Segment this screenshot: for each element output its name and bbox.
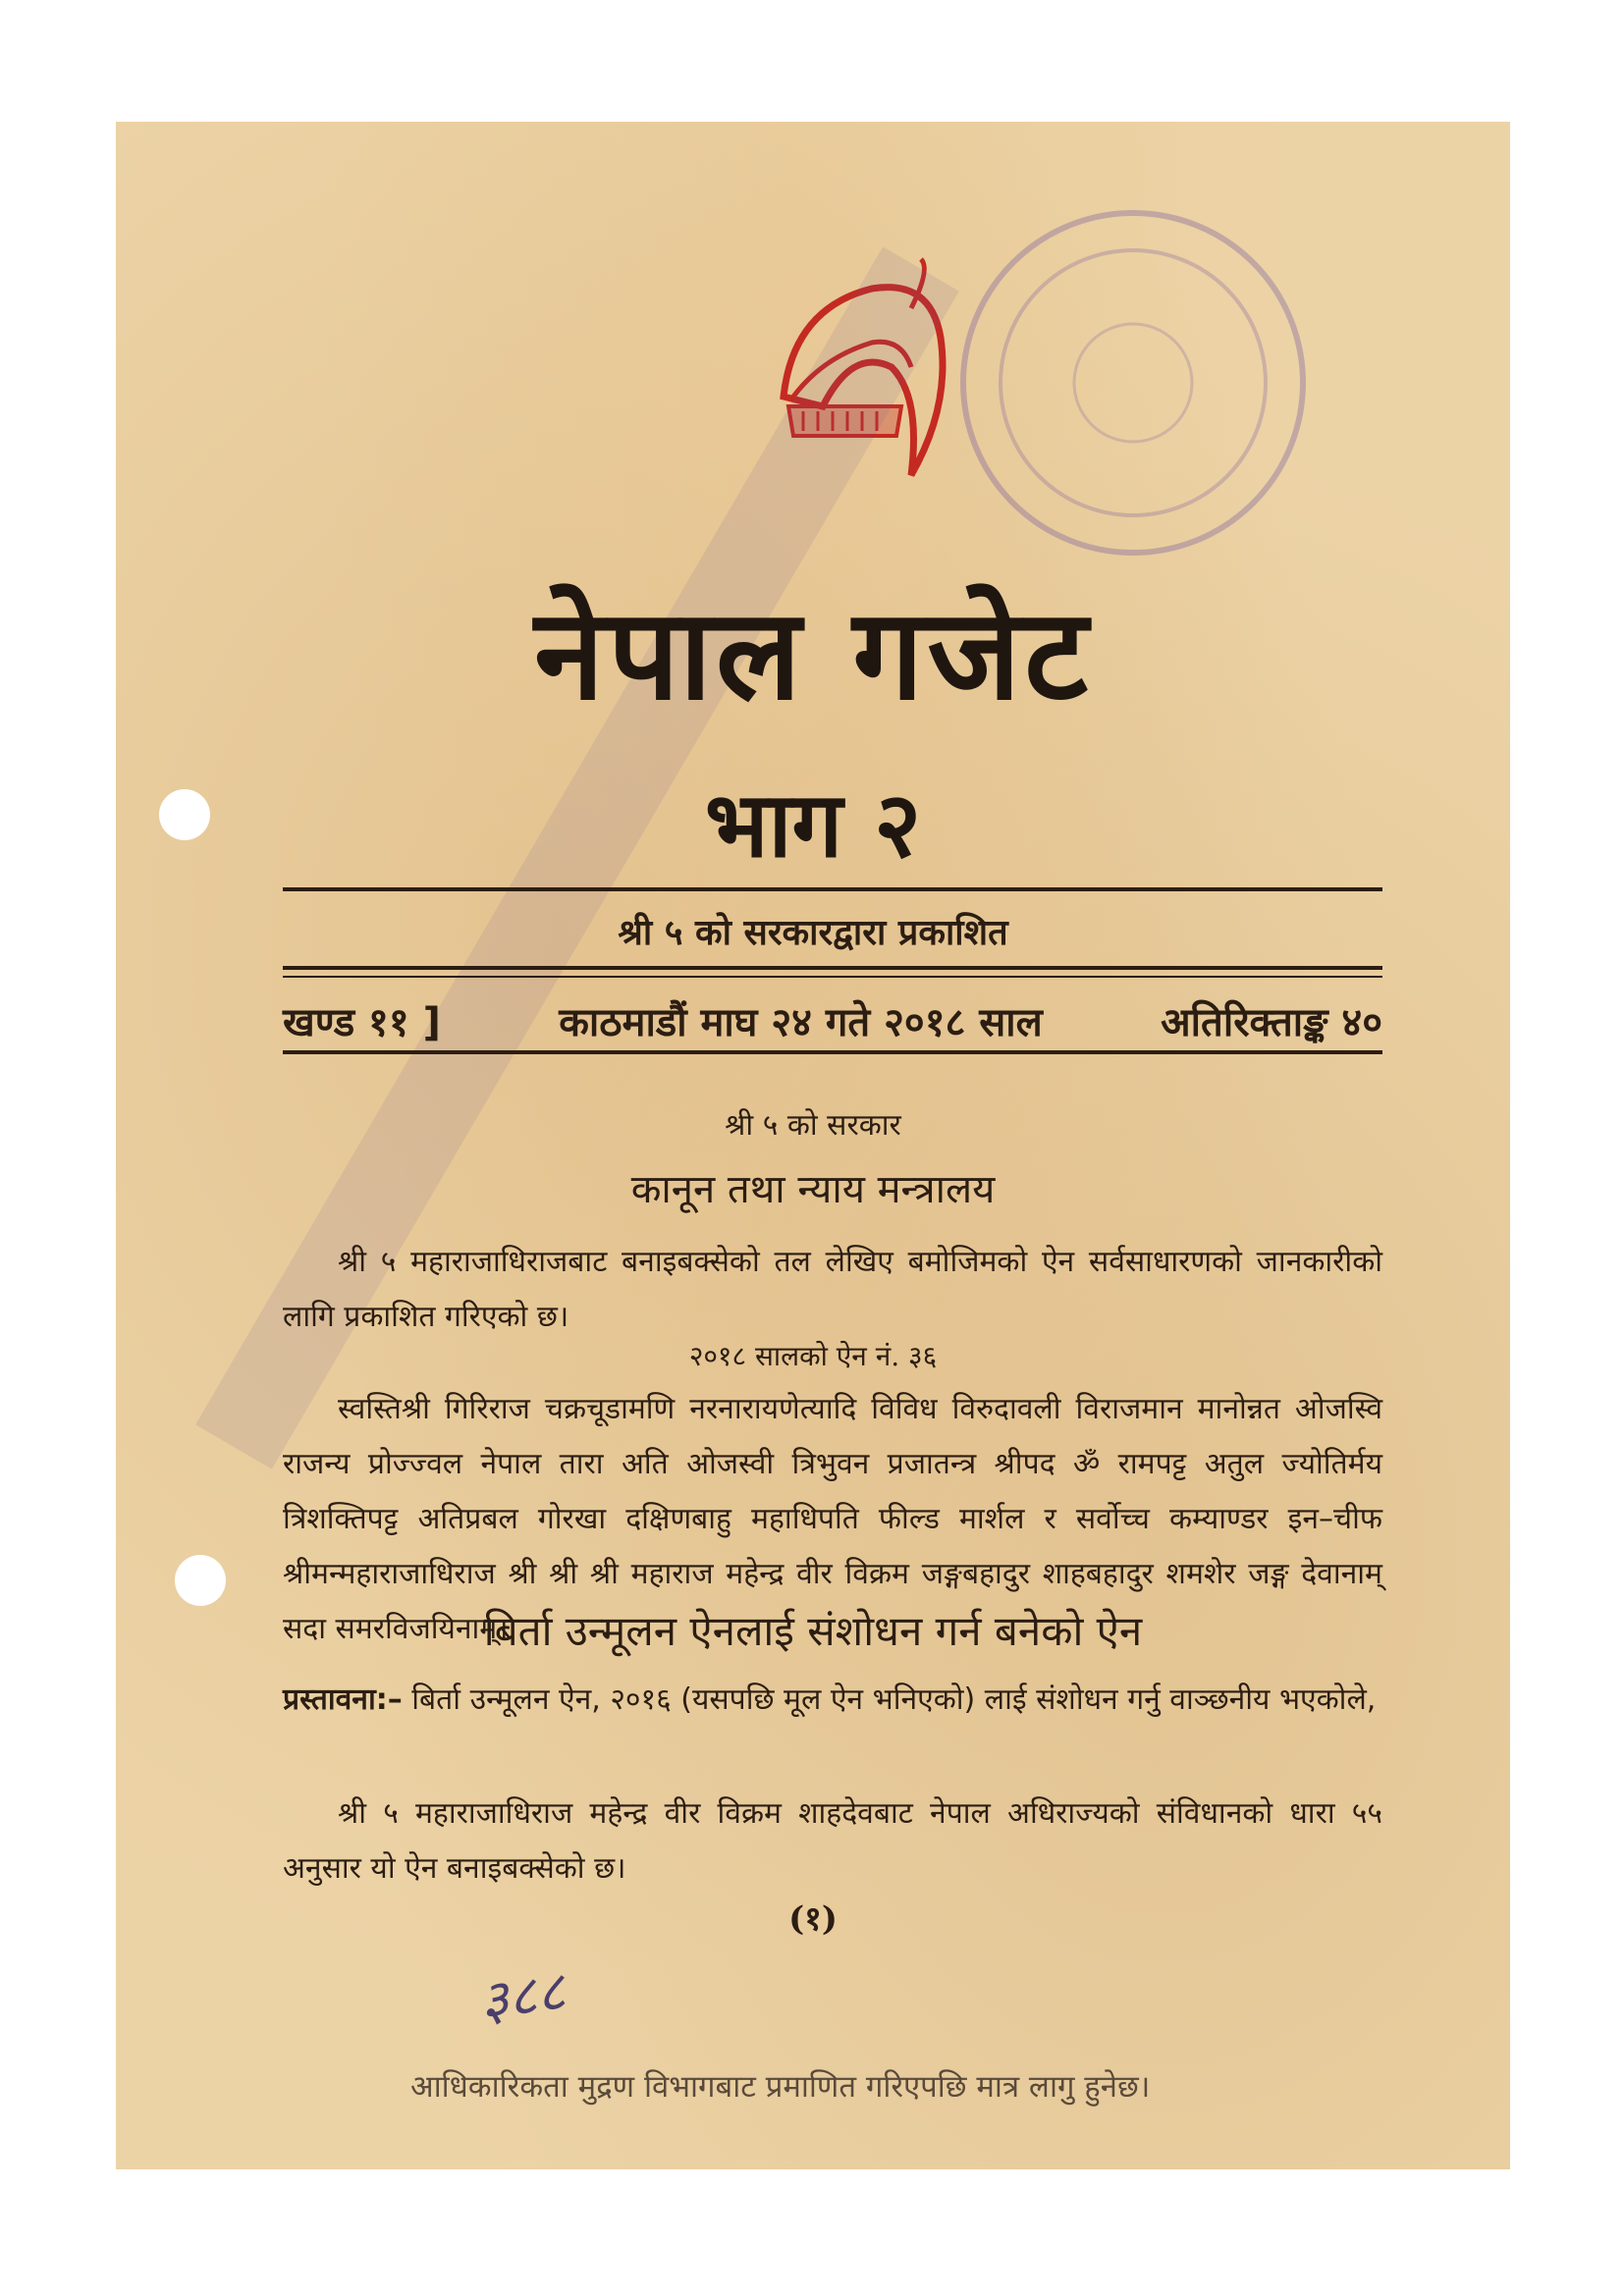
page-number: (१) xyxy=(788,1899,838,1939)
royal-title-paragraph: स्वस्तिश्री गिरिराज चक्रचूडामणि नरनारायणेत्यादि विविध विरुदावली विराजमान मानोन्नत ओजस्वि राजन्य प्रोज्ज्वल नेपाल तारा अति ओजस्वी त्रिभुवन प्रजातन्त्र श्रीपद ॐ रामपट्ट अतुल ज्योतिर्मय त्रिशक्तिपट्ट अतिप्रबल गोरखा दक्षिणबाहु महाधिपति फील्ड मार्शल र सर्वोच्च कम्याण्डर इन–चीफ श्रीमन्महाराजाधिराज श्री श्री श्री महाराज महेन्द्र वीर विक्रम जङ्गबहादुर शाहबहादुर शमशेर जङ्ग देवानाम् सदा समरविजयिनाम्। xyxy=(283,1392,1382,1646)
government-heading: श्री ५ को सरकार xyxy=(725,1108,901,1143)
ministry-heading: कानून तथा न्याय मन्त्रालय xyxy=(630,1167,996,1212)
enactment-paragraph: श्री ५ महाराजाधिराज महेन्द्र वीर विक्रम शाहदेवबाट नेपाल अधिराज्यको संविधानको धारा ५५ अनुसार यो ऐन बनाइबक्सेको छ। xyxy=(283,1796,1382,1886)
handwritten-annotation: ३८८ xyxy=(475,1959,569,2035)
issue-volume: खण्ड ११ ] xyxy=(283,1000,441,1045)
issue-place-date: काठमाडौं माघ २४ गते २०१८ साल xyxy=(559,1000,1043,1045)
rule-mid-1 xyxy=(283,966,1382,970)
circular-ink-seal-icon xyxy=(960,210,1306,556)
gazette-part: भाग २ xyxy=(704,773,922,878)
gazette-title: नेपाल गजेट xyxy=(534,582,1092,728)
punch-hole-bottom xyxy=(175,1555,226,1606)
issue-line xyxy=(283,993,1382,1047)
publisher-line: श्री ५ को सरकारद्वारा प्रकाशित xyxy=(618,913,1008,953)
act-number: २०१८ सालको ऐन नं. ३६ xyxy=(688,1340,938,1372)
diagonal-stamp-watermark-icon xyxy=(528,455,538,465)
preamble-paragraph xyxy=(283,1673,1382,1728)
rule-top xyxy=(283,887,1382,891)
preamble-text: बिर्ता उन्मूलन ऐन, २०१६ (यसपछि मूल ऐन भनिएको) लाई संशोधन गर्नु वाञ्छनीय भएकोले, xyxy=(411,1682,1377,1717)
act-title: बिर्ता उन्मूलन ऐनलाई संशोधन गर्न बनेको ऐन xyxy=(483,1607,1143,1655)
rule-bottom xyxy=(283,1050,1382,1054)
rule-mid-2 xyxy=(283,976,1382,978)
gazette-page xyxy=(116,122,1510,2169)
authentication-footer: आधिकारिकता मुद्रण विभागबाट प्रमाणित गरिएपछि मात्र लागु हुनेछ। xyxy=(410,2069,1151,2105)
notice-paragraph: श्री ५ महाराजाधिराजबाट बनाइबक्सेको तल लेखिए बमोजिमको ऐन सर्वसाधारणको जानकारीको लागि प्रकाशित गरिएको छ। xyxy=(283,1245,1382,1334)
preamble-label: प्रस्तावना:– xyxy=(283,1682,403,1717)
issue-extra: अतिरिक्ताङ्क ४० xyxy=(1161,1000,1382,1045)
